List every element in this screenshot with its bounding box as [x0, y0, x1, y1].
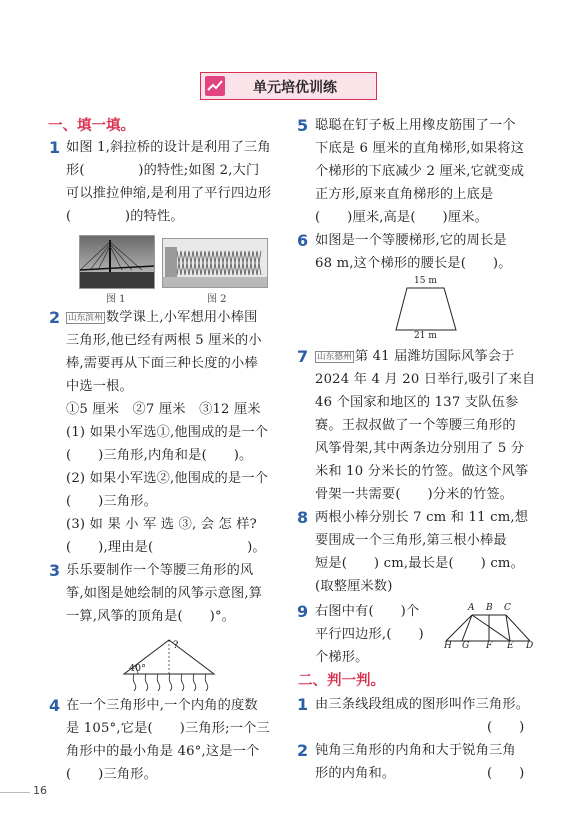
question-text-line: 可以推拉伸缩,是利用了平行四边形	[66, 186, 272, 201]
question-text-line: 如图是一个等腰梯形,它的周长是	[315, 233, 507, 248]
bridge-photo	[79, 235, 155, 289]
question-text-line: 是 105°,它是( )三角形;一个三	[66, 721, 270, 736]
page-number: 16	[33, 784, 47, 797]
page-title: 单元培优训练	[253, 80, 337, 96]
question-text-line: 聪聪在钉子板上用橡皮筋围了一个	[315, 118, 516, 133]
question-text-line: 正方形,原来直角梯形的上底是	[315, 187, 494, 202]
question-text-line: 棒,需要再从下面三种长度的小棒	[66, 356, 258, 371]
question-text-line: 形的内角和。	[315, 766, 396, 781]
question-text-line: 筝,如图是她绘制的风筝示意图,算	[66, 586, 263, 601]
point-label: E	[507, 641, 514, 651]
question-text-line: 骨架一共需要( )分米的竹签。	[315, 487, 514, 502]
question-text-line: 46 个国家和地区的 137 支队伍参	[315, 395, 519, 410]
question-text-line: 2024 年 4 月 20 日举行,吸引了来自	[315, 372, 536, 387]
question-text-line: 平行四边形,( )	[315, 627, 424, 642]
question-number: 6	[297, 231, 309, 250]
point-label: H	[444, 641, 452, 651]
question-text-line: ( )三角形,内角和是( )。	[66, 448, 253, 463]
question-number: 3	[49, 561, 61, 580]
answer-blank[interactable]: ( )	[487, 720, 525, 735]
question-number: 2	[297, 741, 309, 760]
parallelogram-count-figure	[442, 603, 534, 653]
point-label: G	[462, 641, 470, 651]
point-label: A	[468, 603, 475, 613]
question-text-line: 个梯形。	[315, 650, 369, 665]
source-tag: 山东滨州	[68, 313, 103, 323]
trapezoid-figure	[392, 278, 460, 342]
bottom-base-label: 21 m	[414, 331, 437, 341]
question-text-line: ①5 厘米 ②7 厘米 ③12 厘米	[66, 402, 261, 417]
top-base-label: 15 m	[414, 276, 437, 286]
question-text-line: 个梯形的下底减少 2 厘米,它就变成	[315, 164, 525, 179]
question-text-line: 两根小棒分别长 7 cm 和 11 cm,想	[315, 510, 529, 525]
question-text-line: 角形中的最小角是 46°,这是一个	[66, 744, 260, 759]
question-text-line: 下底是 6 厘米的直角梯形,如果将这	[315, 141, 525, 156]
gate-photo	[162, 238, 268, 288]
question-text-line: (2) 如果小军选②,他围成的是一个	[66, 471, 269, 486]
question-text-line: ( )三角形。	[66, 494, 158, 509]
question-text-line: 右图中有( )个	[315, 604, 420, 619]
question-text-line: 一算,风筝的顶角是( )°。	[66, 609, 236, 624]
question-number: 7	[297, 347, 309, 366]
question-text-line: (1) 如果小军选①,他围成的是一个	[66, 425, 269, 440]
chart-badge-icon	[205, 76, 225, 96]
question-text-line: 由三条线段组成的图形叫作三角形。	[315, 697, 530, 712]
figure-caption: 图 1	[106, 294, 126, 305]
question-text-line: (3) 如 果 小 军 选 ③, 会 怎 样?	[66, 517, 257, 532]
question-text-line: 乐乐要制作一个等腰三角形的风	[66, 563, 254, 578]
question-text-line: 三角形,他已经有两根 5 厘米的小	[66, 333, 262, 348]
base-angle-label: 40°	[129, 663, 146, 674]
point-label: C	[504, 603, 511, 613]
question-text-line: ( ),理由是( )。	[66, 540, 266, 555]
point-label: F	[486, 641, 493, 651]
question-number: 1	[297, 695, 309, 714]
question-number: 4	[49, 696, 61, 715]
question-text-line: 钝角三角形的内角和大于锐角三角	[315, 743, 516, 758]
question-text-line: 短是( ) cm,最长是( ) cm。	[315, 556, 525, 571]
question-text-line: ( )三角形。	[66, 767, 158, 782]
source-tag: 山东德州	[317, 352, 352, 362]
point-label: B	[486, 603, 493, 613]
figure-caption: 图 2	[207, 294, 227, 305]
kite-triangle-figure	[116, 636, 222, 692]
question-text-line: 如图 1,斜拉桥的设计是利用了三角	[66, 140, 271, 155]
question-text-line: ( )的特性。	[66, 209, 184, 224]
question-number: 5	[297, 116, 309, 135]
apex-label: ?	[173, 640, 179, 651]
question-number: 2	[49, 308, 61, 327]
question-text-line: 赛。王叔叔做了一个等腰三角形的	[315, 418, 516, 433]
question-text-line: 山东德州 第 41 届潍坊国际风筝会于	[317, 349, 515, 364]
question-text-line: (取整厘米数)	[315, 579, 393, 594]
question-number: 8	[297, 508, 309, 527]
question-text-line: 在一个三角形中,一个内角的度数	[66, 698, 258, 713]
section-title-banner	[200, 72, 377, 100]
question-number: 9	[297, 602, 309, 621]
question-text-line: 68 m,这个梯形的腰长是( )。	[315, 256, 512, 271]
question-text-line: 中选一根。	[66, 379, 133, 394]
question-text-line: 米和 10 分米长的竹签。做这个风筝	[315, 464, 529, 479]
footer-rule	[0, 792, 30, 793]
question-text-line: 山东滨州 数学课上,小军想用小棒围	[68, 310, 258, 325]
question-text-line: 形( )的特性;如图 2,大门	[66, 163, 260, 178]
question-text-line: 风筝骨架,其中两条边分别用了 5 分	[315, 441, 525, 456]
point-label: D	[526, 641, 534, 651]
question-text-line: 要围成一个三角形,第三根小棒最	[315, 533, 507, 548]
question-number: 1	[49, 138, 61, 157]
question-text-line: ( )厘米,高是( )厘米。	[315, 210, 489, 225]
section-heading-judge: 二、判一判。	[298, 673, 385, 689]
answer-blank[interactable]: ( )	[487, 766, 525, 781]
section-heading-fill: 一、填一填。	[48, 118, 135, 134]
